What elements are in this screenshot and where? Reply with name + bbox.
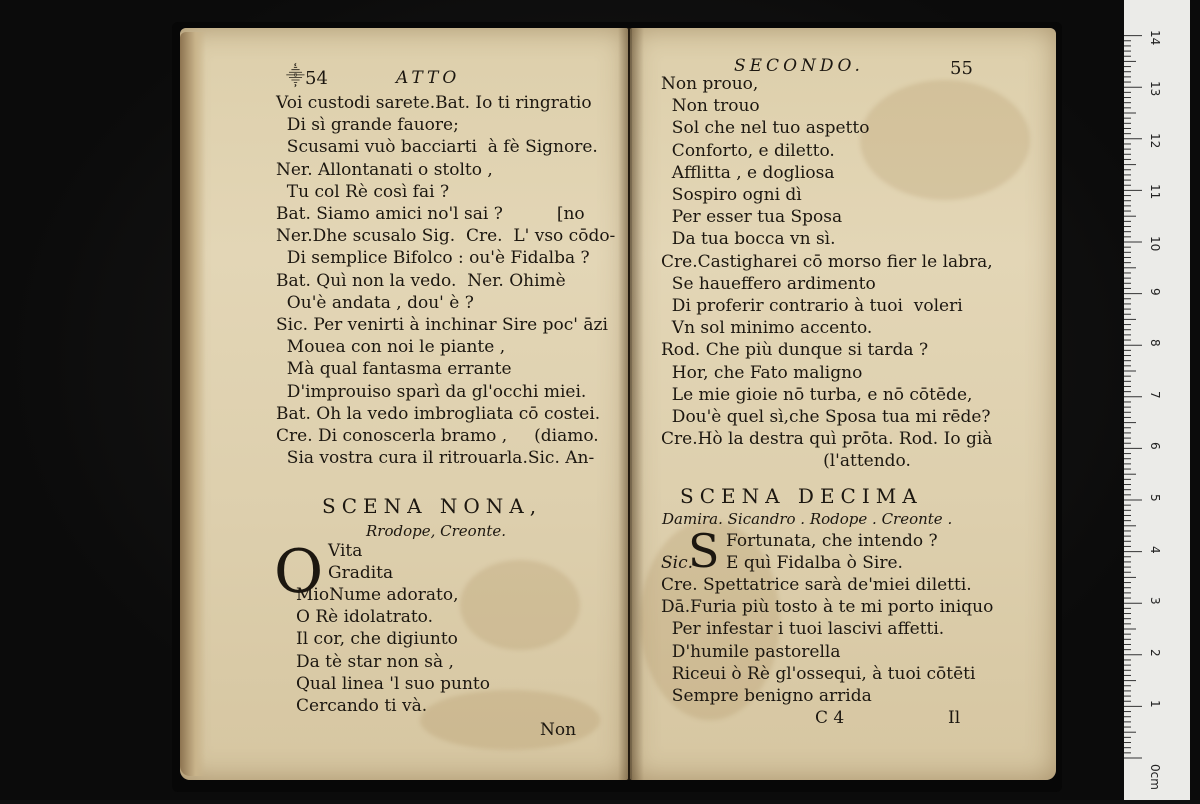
text-line: Cre. Spettatrice sarà de'miei diletti. xyxy=(661,575,972,595)
right-page-text xyxy=(661,73,993,473)
text-line: D'humile pastorella xyxy=(661,641,841,662)
text-line: Non trouo xyxy=(661,96,760,117)
verse-line: Cercando ti và. xyxy=(296,696,428,717)
verse-lines xyxy=(296,584,490,717)
text-line: Bat. Siamo amici no'l sai ? [no xyxy=(276,204,585,225)
verse-line: Qual linea 'l suo punto xyxy=(296,673,490,694)
text-line: Voi custodi sarete.Bat. Io ti ringratio xyxy=(276,93,592,113)
text-line: Sempre benigno arrida xyxy=(661,686,872,707)
text-line: Sol che nel tuo aspetto xyxy=(661,118,870,139)
ruler-mark-label: 7 xyxy=(1148,390,1162,399)
verse-line: Da tè star non sà , xyxy=(296,651,454,672)
verse-line: Gradita xyxy=(328,563,394,584)
text-line: Bat. Oh la vedo imbrogliata cō costei. xyxy=(276,403,601,424)
text-line: Dou'è quel sì,che Sposa tua mi rēde? xyxy=(661,407,991,428)
scene-cast-right: Damira. Sicandro . Rodope . Creonte . xyxy=(662,510,953,528)
ruler-mark-label: 11 xyxy=(1148,184,1162,200)
text-line: Di semplice Bifolco : ou'è Fidalba ? xyxy=(276,248,590,269)
verse-line: O Rè idolatrato. xyxy=(296,607,433,628)
ruler-mark-label: 1 xyxy=(1148,700,1162,709)
ruler-mark-label: 2 xyxy=(1148,648,1162,657)
book-gutter xyxy=(618,28,644,780)
text-line: E quì Fidalba ò Sire. xyxy=(726,553,903,574)
text-line: Di sì grande fauore; xyxy=(276,115,459,136)
text-line: Cre. Di conoscerla bramo , (diamo. xyxy=(276,426,599,447)
text-line: Dā.Furia più tosto à te mi porto iniquo xyxy=(661,597,994,618)
text-line: Cre.Castigharei cō morso fier le labra, xyxy=(661,251,993,272)
scene-lines-right-a xyxy=(726,530,938,574)
catchword-left: Non xyxy=(540,720,577,740)
running-head-left: ATTO xyxy=(396,68,461,88)
speaker-sic: Sic. xyxy=(661,553,694,573)
text-line: Fortunata, che intendo ? xyxy=(726,531,938,551)
verse-lines-short xyxy=(328,540,393,584)
text-line: Le mie gioie nō turba, e nō cōtēde, xyxy=(661,384,973,405)
ruler-mark-label: 5 xyxy=(1148,494,1162,502)
text-line: Per esser tua Sposa xyxy=(661,207,843,228)
drop-cap-left: O xyxy=(274,537,324,607)
drop-cap-right: S xyxy=(688,524,720,578)
page-number-right: 55 xyxy=(950,58,973,79)
ruler-mark-label: 13 xyxy=(1148,81,1162,97)
text-line: Mà qual fantasma errante xyxy=(276,359,512,380)
ruler-mark-label: 4 xyxy=(1148,545,1162,554)
text-line: Bat. Quì non la vedo. Ner. Ohimè xyxy=(276,270,566,291)
verse-line: Il cor, che digiunto xyxy=(296,629,458,650)
text-line: Afflitta , e dogliosa xyxy=(661,162,835,183)
page-number-left: 54 xyxy=(305,68,328,89)
text-line: Hor, che Fato maligno xyxy=(661,362,863,383)
text-line: Sic. Per venirti à inchinar Sire poc' āzi xyxy=(276,315,608,336)
text-line: Scusami vuò bacciarti à fè Signore. xyxy=(276,137,598,158)
scene-lines-right-b xyxy=(661,574,993,707)
text-line: Tu col Rè così fai ? xyxy=(276,181,450,202)
measurement-ruler xyxy=(1124,0,1190,800)
text-line: Rod. Che più dunque si tarda ? xyxy=(661,340,929,361)
text-line: Ou'è andata , dou' è ? xyxy=(276,292,474,313)
ruler-mark-label: 10 xyxy=(1148,236,1162,252)
ruler-mark-label: 8 xyxy=(1148,339,1162,347)
text-line: Per infestar i tuoi lascivi affetti. xyxy=(661,619,945,640)
text-line: Ner.Dhe scusalo Sig. Cre. L' vso cōdo- xyxy=(276,226,616,247)
corner-mark: ⸎ xyxy=(286,66,305,87)
ruler-ticks xyxy=(1124,0,1190,800)
text-line: Conforto, e diletto. xyxy=(661,140,835,161)
text-line: Non prouo, xyxy=(661,74,759,94)
text-line: Cre.Hò la destra quì prōta. Rod. Io già xyxy=(661,429,993,450)
text-line: Di proferir contrario à tuoi voleri xyxy=(661,296,963,317)
scene-title-right: SCENA DECIMA xyxy=(680,484,923,508)
left-page-text xyxy=(276,92,615,469)
ruler-mark-label: 3 xyxy=(1148,597,1162,605)
text-line: Mouea con noi le piante , xyxy=(276,337,506,358)
text-line: Riceui ò Rè gl'ossequi, à tuoi cōtēti xyxy=(661,663,976,684)
text-line: Sia vostra cura il ritrouarla.Sic. An- xyxy=(276,448,595,469)
left-page-edge xyxy=(180,32,206,776)
text-line: Da tua bocca vn sì. xyxy=(661,229,836,250)
running-head-right: SECONDO. xyxy=(734,56,864,76)
verse-line: MioNume adorato, xyxy=(296,585,459,605)
text-line: (l'attendo. xyxy=(661,451,911,472)
text-line: Se haueffero ardimento xyxy=(661,273,876,294)
text-line: D'improuiso sparì da gl'occhi miei. xyxy=(276,381,587,402)
text-line: Ner. Allontanati o stolto , xyxy=(276,159,493,180)
text-line: Sospiro ogni dì xyxy=(661,185,802,206)
signature-mark: C 4 xyxy=(815,708,845,728)
verse-line: Vita xyxy=(328,541,363,561)
ruler-mark-label: 14 xyxy=(1148,29,1162,45)
text-line: Vn sol minimo accento. xyxy=(661,318,873,339)
ruler-mark-label: 12 xyxy=(1148,132,1162,149)
ruler-mark-label: 6 xyxy=(1148,442,1162,451)
scene-title-left: SCENA NONA, xyxy=(322,494,543,518)
scene-cast-left: Rrodope, Creonte. xyxy=(366,522,507,540)
ruler-mark-label: 9 xyxy=(1148,287,1162,296)
ruler-unit-label: 0cm xyxy=(1148,764,1162,790)
catchword-right: Il xyxy=(948,708,961,728)
